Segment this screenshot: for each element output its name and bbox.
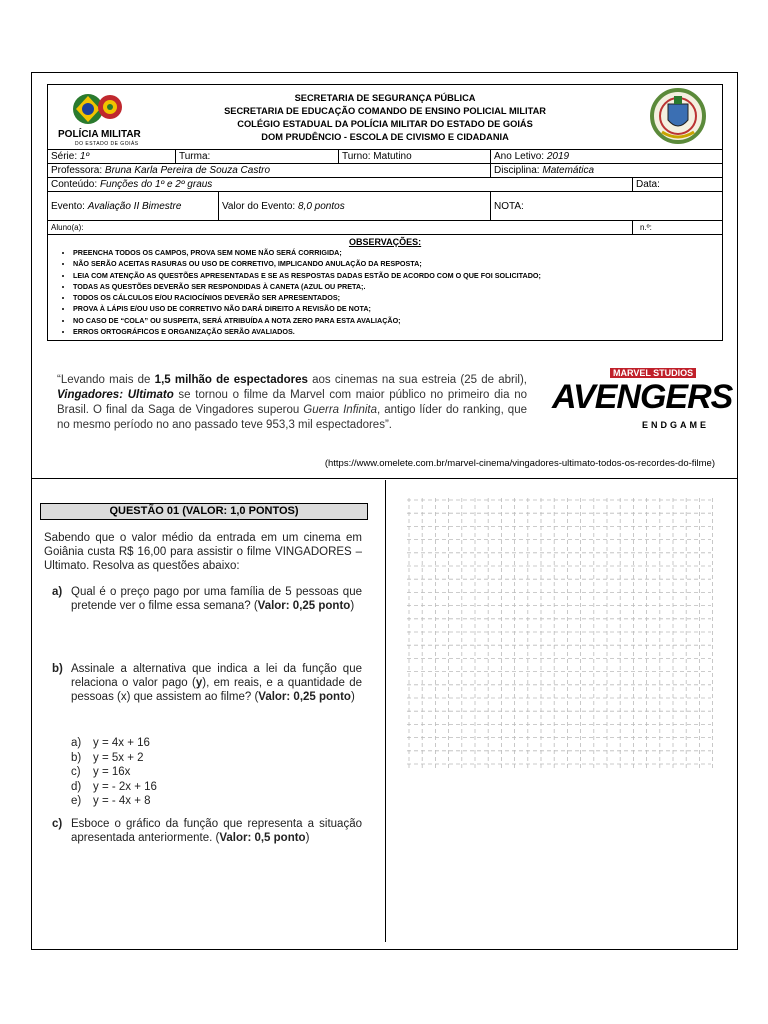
- obs-item: • LEIA COM ATENÇÃO AS QUESTÕES APRESENTADAS E SE AS RESPOSTAS DADAS ESTÃO DE ACORDO COM O QUE FOI SOLICITADO;: [73, 270, 719, 281]
- observacoes-list: [51, 247, 719, 337]
- police-emblem: [66, 89, 128, 129]
- quote-text: aos cinemas na sua estreia (25 de abril),: [307, 374, 527, 386]
- quote-bold: 1,5 milhão de espectadores: [154, 374, 308, 386]
- quote-italic: Guerra Infinita: [303, 404, 377, 416]
- conteudo-cell: [48, 178, 633, 192]
- serie-label: Série:: [51, 151, 78, 162]
- question-item-b: [52, 662, 362, 704]
- endgame-subtitle: ENDGAME: [642, 420, 710, 430]
- option-c[interactable]: [71, 765, 157, 780]
- turma-label: Turma:: [179, 151, 211, 162]
- option-text: y = - 4x + 8: [93, 795, 151, 807]
- professora-value: Bruna Karla Pereira de Souza Castro: [104, 165, 271, 176]
- item-value: Valor: 0,5 ponto: [219, 832, 306, 844]
- obs-item: • TODOS OS CÁLCULOS E/OU RACIOCÍNIOS DEVERÃO SER APRESENTADOS;: [73, 292, 719, 303]
- police-logo-subtext: DO ESTADO DE GOIÁS: [75, 141, 139, 147]
- question-item-c: [52, 817, 362, 845]
- option-letter: d): [71, 780, 82, 793]
- serie-cell: [48, 150, 176, 164]
- turno-label: Turno: Matutino: [342, 151, 412, 162]
- numero-label: n.º:: [640, 223, 652, 232]
- avengers-title: AVENGERS: [552, 378, 733, 416]
- observacoes-cell: [48, 235, 723, 341]
- nota-label: NOTA:: [494, 200, 524, 212]
- item-close: ): [305, 832, 310, 844]
- option-a[interactable]: [71, 736, 157, 751]
- ano-value: 2019: [546, 151, 570, 162]
- item-label: b): [52, 663, 63, 675]
- option-letter: b): [71, 751, 82, 764]
- option-text: y = 16x: [93, 766, 131, 778]
- option-text: y = - 2x + 16: [93, 780, 157, 793]
- conteudo-value: Funções do 1º e 2º graus: [99, 179, 213, 190]
- title-line-3: COLÉGIO ESTADUAL DA POLÍCIA MILITAR DO ESTADO DE GOIÁS: [237, 118, 533, 129]
- item-value: Valor: 0,25 ponto: [258, 691, 351, 703]
- aluno-label: Aluno(a):: [51, 223, 84, 232]
- header-table: [47, 84, 723, 341]
- valor-label: Valor do Evento:: [222, 200, 296, 212]
- quote-paragraph: [57, 373, 527, 433]
- disciplina-cell: [491, 164, 723, 178]
- evento-label: Evento:: [51, 200, 85, 212]
- turma-cell: [176, 150, 339, 164]
- ano-cell: [491, 150, 723, 164]
- item-variable: y: [195, 677, 203, 689]
- data-cell: [633, 178, 723, 192]
- marvel-studios-label: MARVEL STUDIOS: [610, 368, 696, 378]
- evento-value: Avaliação II Bimestre: [87, 200, 182, 212]
- answer-options: [71, 736, 157, 809]
- quote-source: (https://www.omelete.com.br/marvel-cinema/vingadores-ultimato-todos-os-recordes-do-filme): [324, 458, 715, 469]
- graph-grid[interactable]: [407, 498, 713, 770]
- title-line-1: SECRETARIA DE SEGURANÇA PÚBLICA: [294, 92, 476, 103]
- valor-value: 8,0 pontos: [297, 200, 345, 212]
- avengers-logo: [548, 366, 733, 438]
- numero-cell: [633, 221, 723, 235]
- item-text: Qual é o preço pago por uma família de 5 pessoas que pretende ver o filme essa semana? (: [71, 586, 362, 612]
- option-text: y = 4x + 16: [93, 737, 150, 749]
- title-line-2: SECRETARIA DE EDUCAÇÃO COMANDO DE ENSINO POLICIAL MILITAR: [224, 105, 547, 116]
- quote-movie-title: Vingadores: Ultimato: [57, 389, 174, 401]
- option-letter: c): [71, 766, 81, 778]
- question-intro: Sabendo que o valor médio da entrada em um cinema em Goiânia custa R$ 16,00 para assistir o filme VINGADORES – Ultimato. Resolva as questões abaixo:: [44, 532, 362, 572]
- item-label: c): [52, 818, 63, 830]
- disciplina-value: Matemática: [542, 165, 595, 176]
- ano-label: Ano Letivo:: [494, 151, 545, 162]
- obs-item: • PREENCHA TODOS OS CAMPOS, PROVA SEM NOME NÃO SERÁ CORRIGIDA;: [73, 247, 719, 258]
- turno-cell: [339, 150, 491, 164]
- quote-text: , antigo líder do ranking, que no mesmo período no ano passado teve 953,3 mil espectadores”.: [57, 404, 527, 431]
- observacoes-title: OBSERVAÇÕES:: [348, 237, 422, 247]
- police-logo-text: POLÍCIA MILITAR: [58, 129, 141, 140]
- obs-item: • PROVA À LÁPIS E/OU USO DE CORRETIVO NÃO DARÁ DIREITO A REVISÃO DE NOTA;: [73, 303, 719, 314]
- section-divider: [31, 478, 738, 479]
- obs-item: • ERROS ORTOGRÁFICOS E ORGANIZAÇÃO SERÃO AVALIADOS.: [73, 326, 719, 337]
- data-label: Data:: [636, 179, 660, 190]
- professora-label: Professora:: [51, 165, 103, 176]
- obs-item: • TODAS AS QUESTÕES DEVERÃO SER RESPONDIDAS À CANETA (AZUL OU PRETA;.: [73, 281, 719, 292]
- question-item-a: [52, 585, 362, 613]
- quote-text: “Levando mais de: [57, 374, 155, 386]
- item-label: a): [52, 586, 63, 598]
- item-text: Esboce o gráfico da função que representa a situação apresentada anteriormente. (: [71, 818, 362, 844]
- option-e[interactable]: [71, 794, 157, 809]
- question-title: QUESTÃO 01 (VALOR: 1,0 PONTOS): [40, 503, 368, 520]
- serie-value: 1º: [79, 151, 90, 162]
- nota-cell: [491, 192, 723, 221]
- title-line-4: DOM PRUDÊNCIO - ESCOLA DE CIVISMO E CIDADANIA: [261, 131, 509, 142]
- disciplina-label: Disciplina:: [494, 165, 540, 176]
- item-close: ): [350, 691, 355, 703]
- quote-text: se tornou o filme da Marvel com maior público no primeiro dia no Brasil. O final da Saga de Vingadores superou: [57, 389, 527, 416]
- valor-cell: [219, 192, 491, 221]
- header-title-cell: [48, 85, 723, 150]
- obs-item: • NO CASO DE “COLA” OU SUSPEITA, SERÁ ATRIBUÍDA A NOTA ZERO PARA ESTA AVALIAÇÃO;: [73, 315, 719, 326]
- option-letter: e): [71, 795, 82, 807]
- school-crest-icon: [648, 88, 708, 144]
- item-value: Valor: 0,25 ponto: [257, 600, 351, 612]
- header-titles: [51, 91, 719, 144]
- option-letter: a): [71, 737, 82, 749]
- evento-cell: [48, 192, 219, 221]
- option-text: y = 5x + 2: [93, 751, 144, 764]
- option-b[interactable]: [71, 751, 157, 766]
- column-divider: [385, 480, 386, 942]
- professora-cell: [48, 164, 491, 178]
- option-d[interactable]: [71, 780, 157, 795]
- aluno-cell: [48, 221, 633, 235]
- item-close: ): [350, 600, 355, 612]
- item-text: ), em reais, e a quantidade de pessoas (x) que assistem ao filme? (: [71, 677, 362, 703]
- obs-item: • NÃO SERÃO ACEITAS RASURAS OU USO DE CORRETIVO, IMPLICANDO ANULAÇÃO DA RESPOSTA;: [73, 258, 719, 269]
- conteudo-label: Conteúdo:: [51, 179, 98, 190]
- item-text: Assinale a alternativa que indica a lei da função que relaciona o valor pago (: [71, 663, 362, 689]
- exam-header: [47, 84, 722, 341]
